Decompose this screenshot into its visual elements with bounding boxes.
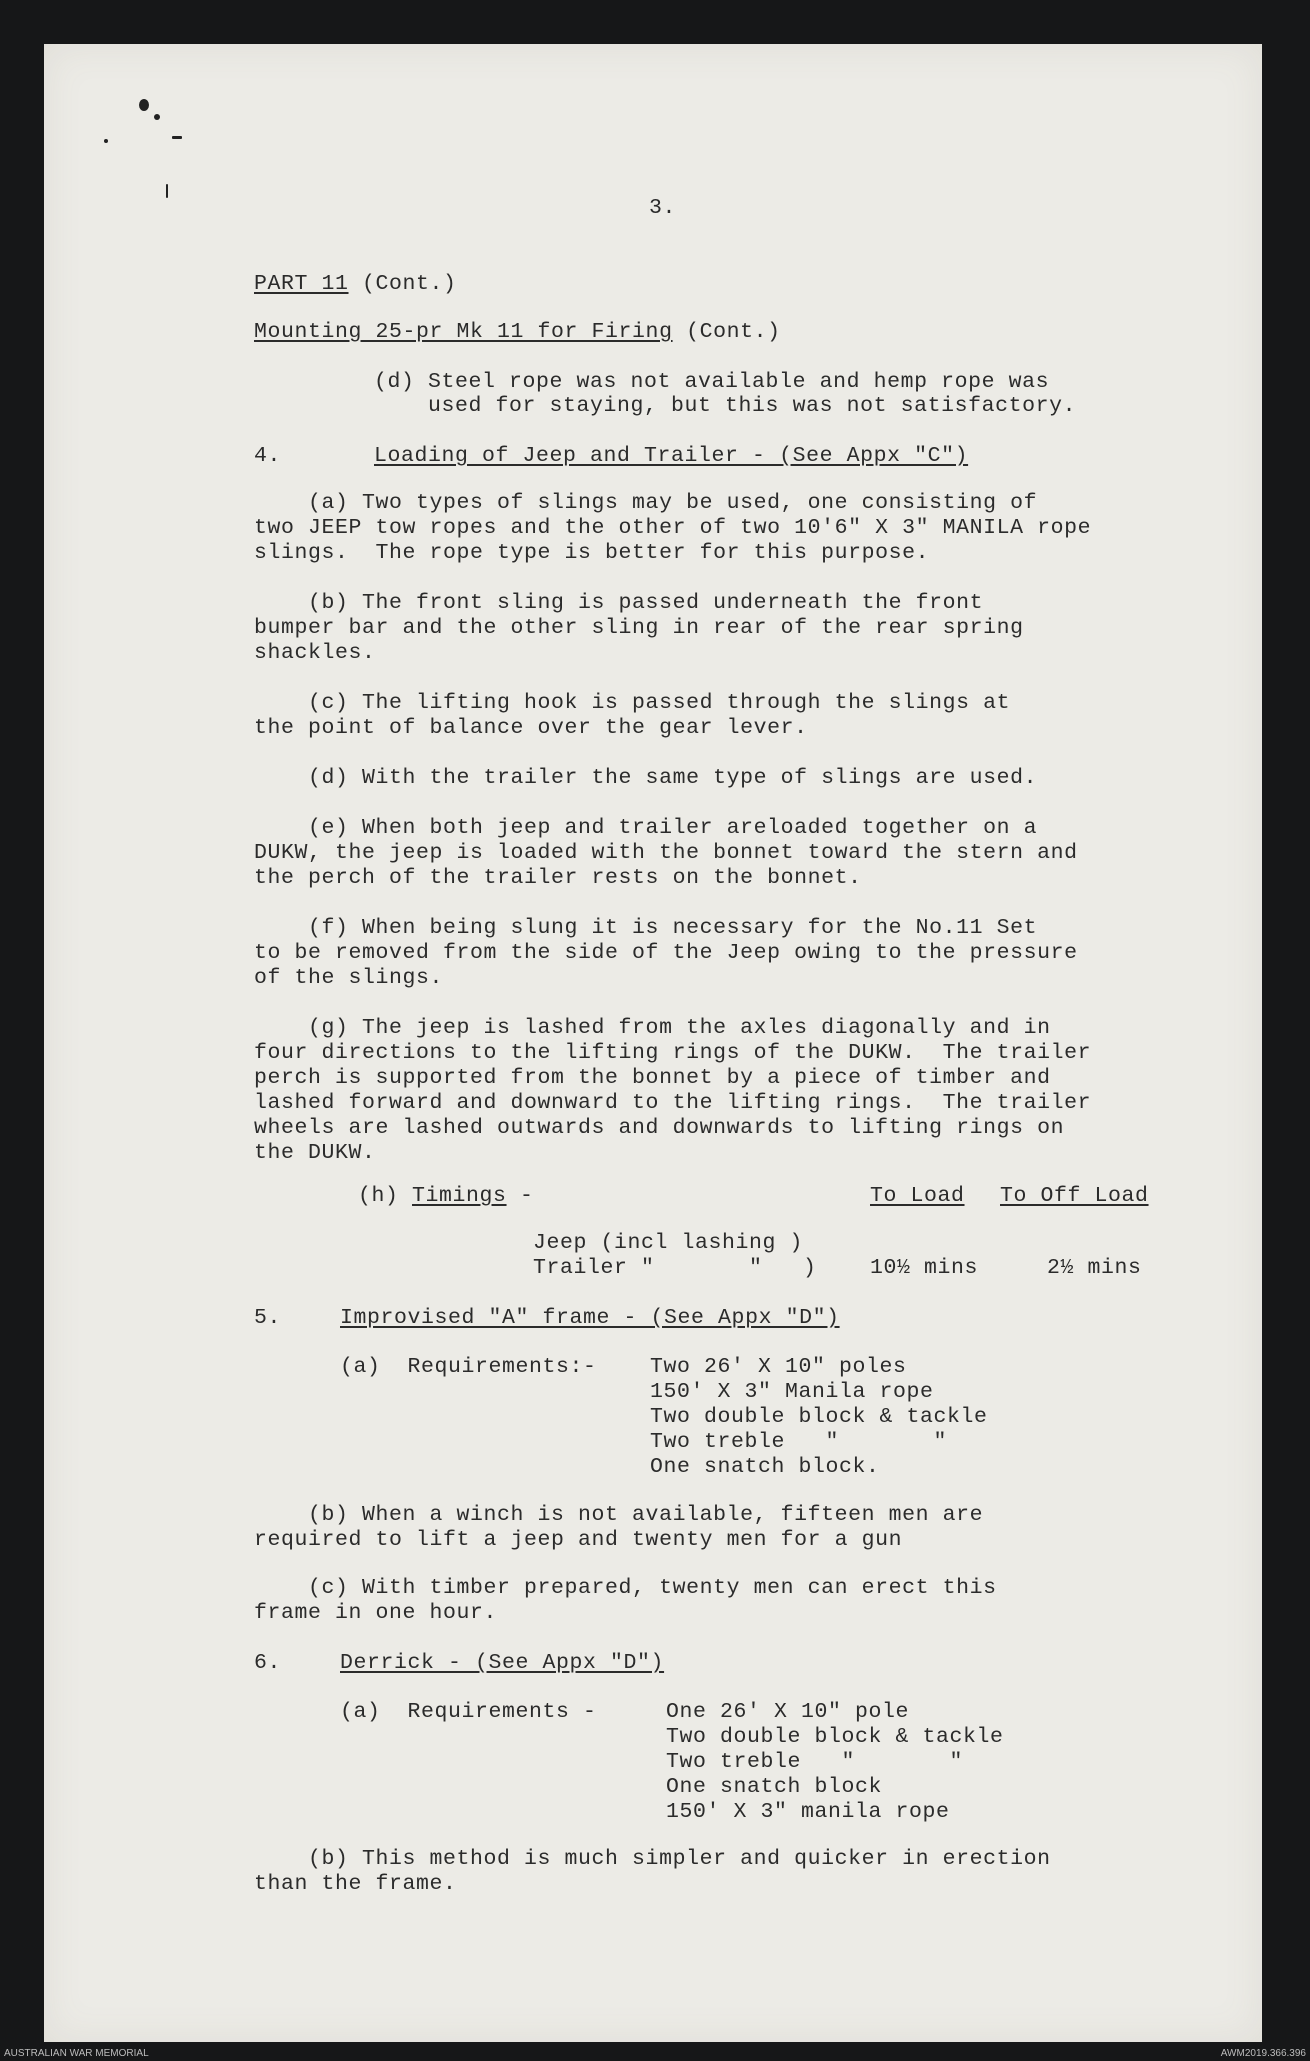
item-5a-label: (a) Requirements:- (340, 1355, 597, 1379)
item-4g-line: lashed forward and downward to the lifting rings. The trailer (254, 1091, 1092, 1115)
item-6a-requirement: 150' X 3" manila rope (666, 1800, 950, 1824)
item-5c-line: (c) With timber prepared, twenty men can erect this (254, 1576, 997, 1600)
item-5b-line: required to lift a jeep and twenty men for a gun (254, 1528, 903, 1552)
part-heading (254, 272, 457, 297)
item-4f-line: (f) When being slung it is necessary for the No.11 Set (254, 916, 1038, 940)
section-heading-suffix: (Cont.) (672, 320, 781, 344)
item-4h-dash: - (506, 1184, 534, 1208)
item-5b-line: (b) When a winch is not available, fifteen men are (254, 1503, 984, 1527)
item-4b-line: shackles. (254, 641, 376, 665)
section-heading (254, 320, 781, 345)
item-4g-line: perch is supported from the bonnet by a piece of timber and (254, 1066, 1051, 1090)
part-heading-text: PART 11 (254, 272, 349, 296)
footer-accession-number: AWM2019.366.396 (1220, 2048, 1306, 2059)
item-4a-line: two JEEP tow ropes and the other of two 10'6" X 3" MANILA rope (254, 516, 1092, 540)
item-6-number: 6. (254, 1651, 282, 1675)
section-heading-text: Mounting 25-pr Mk 11 for Firing (254, 320, 673, 344)
timings-col-to-load: To Load (870, 1184, 965, 1208)
item-4b-line: bumper bar and the other sling in rear of the rear spring (254, 616, 1024, 640)
item-5a-requirement: Two double block & tackle (650, 1405, 988, 1429)
item-4f-line: to be removed from the side of the Jeep owing to the pressure (254, 941, 1078, 965)
item-4a-line: slings. The rope type is better for this purpose. (254, 541, 930, 565)
item-4b-line: (b) The front sling is passed underneath the front (254, 591, 984, 615)
ink-mark (172, 136, 182, 139)
item-4h-letter: (h) (358, 1184, 413, 1208)
para-d-line: used for staying, but this was not satisfactory. (374, 394, 1077, 418)
item-4c-line: (c) The lifting hook is passed through the slings at (254, 691, 1011, 715)
item-4d-line: (d) With the trailer the same type of slings are used. (254, 766, 1038, 790)
item-4g-line: (g) The jeep is lashed from the axles diagonally and in (254, 1016, 1051, 1040)
item-6-heading: Derrick - (See Appx "D") (340, 1651, 665, 1675)
item-4f-line: of the slings. (254, 966, 444, 990)
timings-row-trailer: Trailer " " ) (533, 1256, 817, 1280)
para-d-line: (d) Steel rope was not available and hemp rope was (374, 370, 1050, 394)
ink-mark (104, 139, 108, 143)
item-6b-line: (b) This method is much simpler and quicker in erection (254, 1847, 1051, 1871)
item-4-heading: Loading of Jeep and Trailer - (See Appx "C") (374, 444, 969, 468)
part-heading-suffix: (Cont.) (348, 272, 457, 296)
item-4a-line: (a) Two types of slings may be used, one consisting of (254, 491, 1038, 515)
page-number: 3. (649, 196, 677, 220)
item-4g-line: four directions to the lifting rings of the DUKW. The trailer (254, 1041, 1092, 1065)
item-5-heading: Improvised "A" frame - (See Appx "D") (340, 1306, 840, 1330)
item-6a-requirement: One 26' X 10" pole (666, 1700, 910, 1724)
item-5c-line: frame in one hour. (254, 1601, 498, 1625)
ink-mark (139, 99, 149, 111)
item-4g-line: wheels are lashed outwards and downwards to lifting rings on (254, 1116, 1065, 1140)
item-5a-requirement: 150' X 3" Manila rope (650, 1380, 934, 1404)
timings-to-off-load-value: 2½ mins (1047, 1256, 1142, 1280)
item-4e-line: DUKW, the jeep is loaded with the bonnet toward the stern and (254, 841, 1078, 865)
item-6a-label: (a) Requirements - (340, 1700, 597, 1724)
timings-row-jeep: Jeep (incl lashing ) (533, 1231, 804, 1255)
item-5a-requirement: Two 26' X 10" poles (650, 1355, 907, 1379)
item-4-number: 4. (254, 444, 282, 468)
item-6a-requirement: Two treble " " (666, 1750, 964, 1774)
item-4e-line: (e) When both jeep and trailer areloaded together on a (254, 816, 1038, 840)
item-6a-requirement: One snatch block (666, 1775, 883, 1799)
item-4e-line: the perch of the trailer rests on the bonnet. (254, 866, 862, 890)
item-5-number: 5. (254, 1306, 282, 1330)
timings-col-to-off-load: To Off Load (1000, 1184, 1149, 1208)
item-4h-timings: Timings (412, 1184, 507, 1208)
ink-mark (166, 184, 168, 198)
timings-to-load-value: 10½ mins (870, 1256, 979, 1280)
footer-institution: AUSTRALIAN WAR MEMORIAL (4, 2048, 149, 2059)
item-6b-line: than the frame. (254, 1872, 457, 1896)
item-6a-requirement: Two double block & tackle (666, 1725, 1004, 1749)
item-5a-requirement: Two treble " " (650, 1430, 948, 1454)
ink-mark (154, 114, 160, 120)
item-5a-requirement: One snatch block. (650, 1455, 880, 1479)
item-4h-label (358, 1184, 534, 1209)
item-4g-line: the DUKW. (254, 1141, 376, 1165)
item-4c-line: the point of balance over the gear lever. (254, 716, 808, 740)
